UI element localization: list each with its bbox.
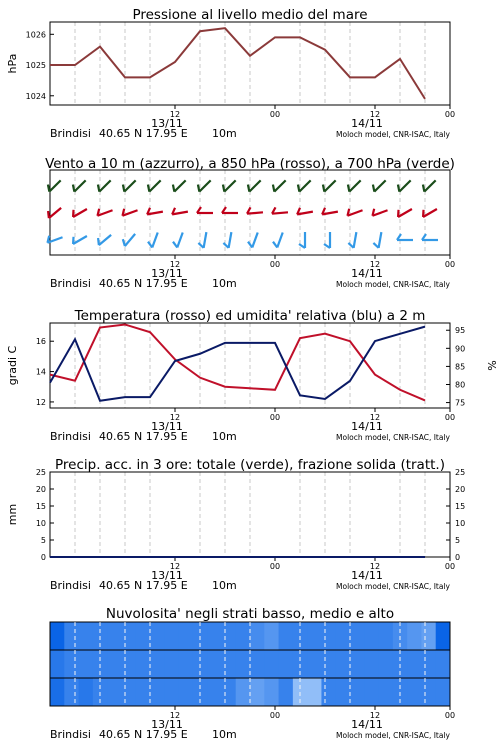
wind-barb-shaft: [247, 212, 263, 213]
station-name: Brindisi: [50, 277, 91, 290]
wind-barb-shaft: [204, 232, 207, 248]
wind-barb-flag: [123, 185, 124, 192]
cloud-cell: [164, 650, 179, 678]
wind-barb: [373, 232, 381, 248]
cloud-cell: [121, 678, 136, 706]
temperature-line: [50, 325, 425, 401]
wind-barb-flag: [173, 242, 177, 248]
time-tick-label: 00: [444, 413, 456, 422]
cloud-cell: [121, 622, 136, 650]
wind-barb-flag: [348, 243, 353, 248]
cloud-cell: [421, 650, 436, 678]
wind-barb-flag: [48, 185, 49, 192]
station-elevation: 10m: [212, 579, 237, 592]
cloud-cell: [179, 650, 194, 678]
precip-ytick-right-label: 10: [455, 519, 466, 528]
wind-barb-shaft: [172, 212, 188, 215]
humidity-ytick-right-label: 85: [455, 362, 466, 372]
humidity-line: [50, 327, 425, 401]
time-tick-label: 00: [444, 711, 456, 720]
wind-barb-shaft: [125, 234, 135, 246]
wind-barb: [197, 207, 213, 213]
chart-title: Pressione al livello medio del mare: [132, 7, 368, 23]
wind-barb-flag: [273, 185, 274, 192]
cloud-cell: [121, 650, 136, 678]
cloud-cell: [364, 622, 379, 650]
date-label: 14/11: [351, 117, 383, 130]
wind-barb-shaft: [272, 212, 288, 213]
wind-barb-shaft: [229, 232, 232, 248]
cloud-cell: [79, 678, 94, 706]
cloud-cell: [436, 622, 451, 650]
y-axis-label: hPa: [6, 53, 19, 74]
station-coords: 40.65 N 17.95 E: [99, 430, 188, 443]
wind-barb-shaft: [354, 232, 357, 248]
precip-ytick-label: 20: [35, 485, 46, 494]
cloud-cell: [307, 622, 322, 650]
precip-ytick-label: 25: [35, 468, 46, 477]
wind-barb: [297, 208, 313, 215]
time-tick-label: 12: [169, 413, 181, 422]
wind-barb-shaft: [277, 232, 282, 247]
wind-barb-shaft: [74, 180, 85, 191]
y-axis-label: gradi C: [6, 345, 19, 386]
wind-barb-shaft: [124, 180, 135, 191]
cloud-cell: [407, 678, 422, 706]
wind-barb-shaft: [99, 235, 111, 245]
cloud-cell: [150, 622, 165, 650]
pressure-line: [50, 28, 425, 99]
cloud-cell: [50, 650, 65, 678]
wind-barb-shaft: [174, 180, 185, 191]
precip-ytick-label: 10: [35, 519, 46, 528]
station-elevation: 10m: [212, 728, 237, 741]
cloud-cell: [307, 650, 322, 678]
cloud-cell: [421, 622, 436, 650]
wind-barb: [373, 180, 386, 191]
station-coords: 40.65 N 17.95 E: [99, 277, 188, 290]
chart-title: Precip. acc. in 3 ore: totale (verde), frazione solida (tratt.): [55, 457, 445, 473]
cloud-cell: [379, 650, 394, 678]
wind-barb: [273, 180, 286, 191]
cloud-cell: [179, 622, 194, 650]
date-label: 14/11: [351, 267, 383, 280]
cloud-cell: [136, 622, 151, 650]
wind-barb-flag: [73, 185, 74, 192]
wind-barb-shaft: [152, 232, 157, 247]
wind-barb: [248, 232, 258, 247]
precip-ytick-right-label: 15: [455, 502, 466, 511]
station-coords: 40.65 N 17.95 E: [99, 579, 188, 592]
cloud-cell: [336, 622, 351, 650]
wind-barb-flag: [148, 185, 149, 192]
wind-barb-shaft: [199, 180, 210, 191]
wind-barb-flag: [198, 185, 199, 192]
cloud-cell: [107, 678, 122, 706]
precip-ytick-label: 5: [40, 536, 46, 545]
cloud-cell: [236, 650, 251, 678]
time-tick-label: 12: [369, 413, 381, 422]
cloud-cell: [207, 650, 222, 678]
precip-ytick-right-label: 0: [455, 553, 461, 562]
chart-title: Nuvolosita' negli strati basso, medio e alto: [105, 606, 395, 622]
time-tick-label: 00: [269, 260, 281, 269]
cloud-cell: [221, 650, 236, 678]
wind-barb-shaft: [374, 180, 385, 191]
wind-barb: [148, 232, 158, 247]
time-tick-label: 12: [169, 562, 181, 571]
cloud-cell: [279, 622, 294, 650]
cloud-cell: [336, 650, 351, 678]
station-coords: 40.65 N 17.95 E: [99, 127, 188, 140]
date-label: 14/11: [351, 569, 383, 582]
precip-ytick-right-label: 25: [455, 468, 466, 477]
cloud-cell: [236, 622, 251, 650]
time-tick-label: 00: [444, 562, 456, 571]
cloud-cell: [336, 678, 351, 706]
wind-barb: [173, 180, 186, 191]
wind-barb-flag: [323, 185, 324, 192]
wind-barb: [173, 232, 183, 247]
wind-barb-shaft: [322, 212, 338, 215]
cloud-cell: [264, 622, 279, 650]
cloud-cell: [107, 650, 122, 678]
cloud-cell: [221, 678, 236, 706]
cloud-cell: [436, 678, 451, 706]
wind-barb-shaft: [49, 180, 60, 191]
cloud-cell: [79, 650, 94, 678]
time-tick-label: 12: [169, 711, 181, 720]
date-label: 13/11: [151, 117, 183, 130]
model-credit: Moloch model, CNR-ISAC, Italy: [336, 280, 450, 289]
cloud-cell: [421, 678, 436, 706]
date-label: 14/11: [351, 718, 383, 731]
model-credit: Moloch model, CNR-ISAC, Italy: [336, 582, 450, 591]
y-axis-label-right: %: [485, 360, 498, 371]
cloud-cell: [50, 622, 65, 650]
wind-barb-shaft: [149, 180, 160, 191]
cloud-cell: [321, 678, 336, 706]
pressure-ytick-label: 1025: [25, 61, 46, 71]
time-tick-label: 12: [369, 562, 381, 571]
temperature-ytick-label: 16: [35, 337, 46, 347]
model-credit: Moloch model, CNR-ISAC, Italy: [336, 130, 450, 139]
panel-1: [6, 22, 455, 140]
cloud-cell: [250, 678, 265, 706]
cloud-cell: [350, 678, 365, 706]
wind-barb-flag: [248, 185, 249, 192]
wind-barb-shaft: [224, 180, 235, 191]
wind-barb-shaft: [249, 180, 260, 191]
cloud-cell: [64, 622, 79, 650]
cloud-cell: [150, 650, 165, 678]
date-label: 13/11: [151, 267, 183, 280]
precip-ytick-label: 0: [40, 553, 46, 562]
wind-barb: [322, 208, 338, 215]
wind-barb: [272, 207, 288, 213]
time-tick-label: 00: [269, 711, 281, 720]
wind-barb-shaft: [424, 180, 435, 191]
chart-title: Temperatura (rosso) ed umidita' relativa (blu) a 2 m: [74, 308, 426, 324]
cloud-cell: [307, 678, 322, 706]
cloud-cell: [264, 650, 279, 678]
cloud-cell: [50, 678, 65, 706]
cloud-cell: [64, 678, 79, 706]
cloud-cell: [207, 678, 222, 706]
wind-barb-shaft: [399, 180, 410, 191]
station-name: Brindisi: [50, 127, 91, 140]
cloud-cell: [236, 678, 251, 706]
precip-ytick-right-label: 20: [455, 485, 466, 494]
wind-barb-flag: [273, 242, 277, 248]
precip-ytick-label: 15: [35, 502, 46, 511]
time-tick-label: 00: [444, 260, 456, 269]
time-tick-label: 00: [444, 110, 456, 119]
cloud-cell: [407, 622, 422, 650]
cloud-cell: [364, 678, 379, 706]
wind-barb-shaft: [297, 212, 313, 215]
time-tick-label: 12: [169, 110, 181, 119]
date-label: 13/11: [151, 569, 183, 582]
date-label: 13/11: [151, 718, 183, 731]
wind-barb-shaft: [177, 232, 182, 247]
cloud-cell: [179, 678, 194, 706]
cloud-cell: [136, 678, 151, 706]
time-tick-label: 00: [269, 562, 281, 571]
panel-3: [6, 323, 498, 443]
wind-barb-shaft: [252, 232, 257, 247]
pressure-ytick-label: 1024: [25, 91, 46, 101]
wind-barb: [222, 207, 238, 213]
y-axis-label: mm: [6, 503, 19, 526]
wind-barb: [273, 232, 283, 247]
wind-barb-flag: [373, 243, 378, 248]
temperature-ytick-label: 14: [35, 367, 46, 377]
cloud-cell: [279, 678, 294, 706]
cloud-cell: [379, 678, 394, 706]
wind-barb-flag: [173, 185, 174, 192]
cloud-cell: [279, 650, 294, 678]
wind-barb-flag: [298, 185, 299, 192]
cloud-cell: [264, 678, 279, 706]
cloud-cell: [364, 650, 379, 678]
cloud-cell: [164, 678, 179, 706]
wind-barb-shaft: [324, 180, 335, 191]
cloud-cell: [407, 650, 422, 678]
cloud-cell: [107, 622, 122, 650]
model-credit: Moloch model, CNR-ISAC, Italy: [336, 433, 450, 442]
cloud-cell: [321, 622, 336, 650]
wind-barb-shaft: [274, 180, 285, 191]
precip-ytick-right-label: 5: [455, 536, 461, 545]
station-name: Brindisi: [50, 430, 91, 443]
wind-barb: [247, 207, 263, 213]
humidity-ytick-right-label: 80: [455, 380, 466, 390]
cloud-cell: [136, 650, 151, 678]
wind-barb-flag: [98, 185, 99, 192]
wind-barb-shaft: [349, 180, 360, 191]
time-tick-label: 12: [369, 260, 381, 269]
time-tick-label: 12: [169, 260, 181, 269]
station-coords: 40.65 N 17.95 E: [99, 728, 188, 741]
time-tick-label: 00: [269, 110, 281, 119]
cloud-cell: [350, 622, 365, 650]
wind-barb-flag: [398, 185, 399, 192]
panel-4: [6, 468, 465, 592]
wind-barb-shaft: [147, 212, 163, 215]
panel-2: [47, 170, 455, 290]
date-label: 14/11: [351, 420, 383, 433]
humidity-ytick-right-label: 75: [455, 398, 466, 408]
model-credit: Moloch model, CNR-ISAC, Italy: [336, 731, 450, 740]
wind-barb-flag: [48, 211, 49, 218]
wind-barb: [397, 234, 413, 240]
wind-barb: [147, 208, 163, 215]
wind-barb: [172, 208, 188, 215]
time-tick-label: 00: [269, 413, 281, 422]
wind-barb-flag: [423, 185, 424, 192]
wind-barb-shaft: [379, 232, 382, 248]
wind-barb-flag: [348, 185, 349, 192]
cloud-cell: [250, 650, 265, 678]
wind-barb-flag: [98, 238, 99, 245]
wind-barb: [372, 209, 387, 216]
cloud-cell: [150, 678, 165, 706]
station-name: Brindisi: [50, 579, 91, 592]
cloud-cell: [321, 650, 336, 678]
chart-title: Vento a 10 m (azzurro), a 850 hPa (rosso), a 700 hPa (verde): [45, 156, 455, 172]
cloud-cell: [436, 650, 451, 678]
pressure-ytick-label: 1026: [25, 30, 46, 40]
wind-barb-shaft: [49, 208, 61, 218]
cloud-cell: [79, 622, 94, 650]
station-elevation: 10m: [212, 430, 237, 443]
cloud-cell: [250, 622, 265, 650]
wind-barb-shaft: [99, 180, 110, 191]
time-tick-label: 12: [369, 110, 381, 119]
wind-barb-flag: [198, 243, 203, 248]
cloud-cell: [221, 622, 236, 650]
station-name: Brindisi: [50, 728, 91, 741]
wind-barb-flag: [373, 185, 374, 192]
cloud-cell: [207, 622, 222, 650]
cloud-cell: [164, 622, 179, 650]
cloud-cell: [64, 650, 79, 678]
wind-barb-flag: [223, 243, 228, 248]
wind-barb-shaft: [299, 180, 310, 191]
wind-barb-flag: [223, 185, 224, 192]
date-label: 13/11: [151, 420, 183, 433]
cloud-cell: [350, 650, 365, 678]
station-elevation: 10m: [212, 277, 237, 290]
temperature-ytick-label: 12: [35, 397, 46, 407]
wind-barb: [422, 234, 438, 240]
humidity-ytick-right-label: 95: [455, 326, 466, 336]
station-elevation: 10m: [212, 127, 237, 140]
cloud-cell: [379, 622, 394, 650]
humidity-ytick-right-label: 90: [455, 344, 466, 354]
time-tick-label: 12: [369, 711, 381, 720]
